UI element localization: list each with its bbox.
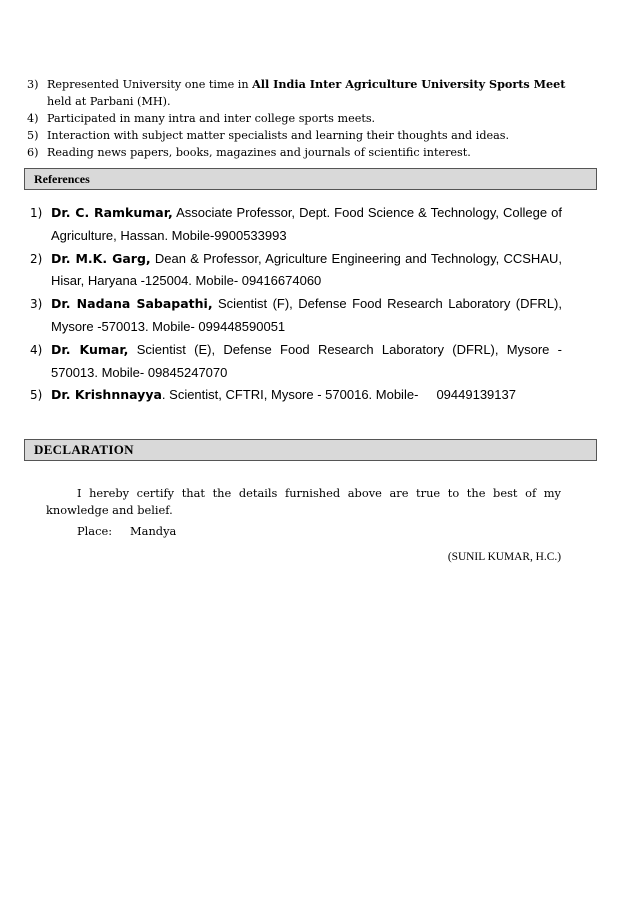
reference-item (30, 202, 562, 248)
reference-details: Scientist (E), Defense Food Research Laboratory (DFRL), Mysore - 570013. Mobile- 09845247070 (51, 341, 562, 380)
activity-text-post: held at Parbani (MH). (47, 95, 171, 108)
declaration-text: I hereby certify that the details furnished above are true to the best of my knowledge and belief. (46, 486, 561, 517)
reference-text (51, 339, 562, 385)
activity-text: Interaction with subject matter specialists and learning their thoughts and ideas. (47, 129, 510, 142)
reference-text (51, 202, 562, 248)
activity-item (27, 144, 567, 161)
activity-text-bold: All India Inter Agriculture University Sports Meet (252, 77, 566, 91)
activities-list (27, 76, 567, 161)
reference-name: Dr. Kumar, (51, 341, 129, 357)
references-list (30, 202, 562, 407)
reference-number: 1) (30, 206, 43, 220)
reference-details: Associate Professor, Dept. Food Science & Technology, College of Agriculture, Hassan. Mobile-9900533993 (51, 205, 563, 243)
references-heading: References (24, 168, 597, 190)
reference-number: 4) (30, 342, 43, 357)
activity-text-pre: Represented University one time in (47, 78, 253, 91)
reference-text (51, 293, 562, 339)
place-line (77, 524, 176, 538)
activity-item (27, 110, 567, 127)
reference-number: 5) (30, 388, 43, 403)
activity-number: 6) (27, 146, 39, 159)
activity-item (27, 127, 567, 144)
reference-details: . Scientist, CFTRI, Mysore - 570016. Mobile- 09449139137 (161, 387, 516, 403)
reference-number: 2) (30, 251, 43, 266)
reference-item (30, 293, 562, 339)
signature-name: (SUNIL KUMAR, H.C.) (447, 551, 561, 563)
activity-number: 3) (27, 78, 39, 91)
reference-item (30, 384, 562, 407)
declaration-heading: DECLARATION (24, 439, 597, 461)
reference-details: Scientist (F), Defense Food Research Laboratory (DFRL), Mysore -570013. Mobile- 099448590051 (51, 296, 562, 334)
activity-text (47, 76, 567, 110)
reference-item (30, 339, 562, 385)
activity-text: Participated in many intra and inter college sports meets. (47, 112, 376, 125)
activity-text: Reading news papers, books, magazines and journals of scientific interest. (47, 146, 471, 159)
reference-name: Dr. M.K. Garg, (51, 250, 151, 266)
reference-name: Dr. Krishnnayya (51, 387, 162, 403)
place-label: Place: (77, 524, 113, 538)
activity-number: 4) (27, 112, 39, 125)
reference-text (51, 384, 562, 407)
reference-name: Dr. C. Ramkumar, (51, 205, 173, 220)
reference-item (30, 248, 562, 294)
place-value: Mandya (130, 524, 177, 538)
reference-number: 3) (30, 297, 43, 312)
activity-number: 5) (27, 129, 39, 142)
activity-item (27, 76, 567, 110)
reference-text (51, 248, 562, 294)
reference-details: Dean & Professor, Agriculture Engineering and Technology, CCSHAU, Hisar, Haryana -125004. Mobile- 09416674060 (51, 250, 562, 289)
reference-name: Dr. Nadana Sabapathi, (51, 296, 213, 312)
